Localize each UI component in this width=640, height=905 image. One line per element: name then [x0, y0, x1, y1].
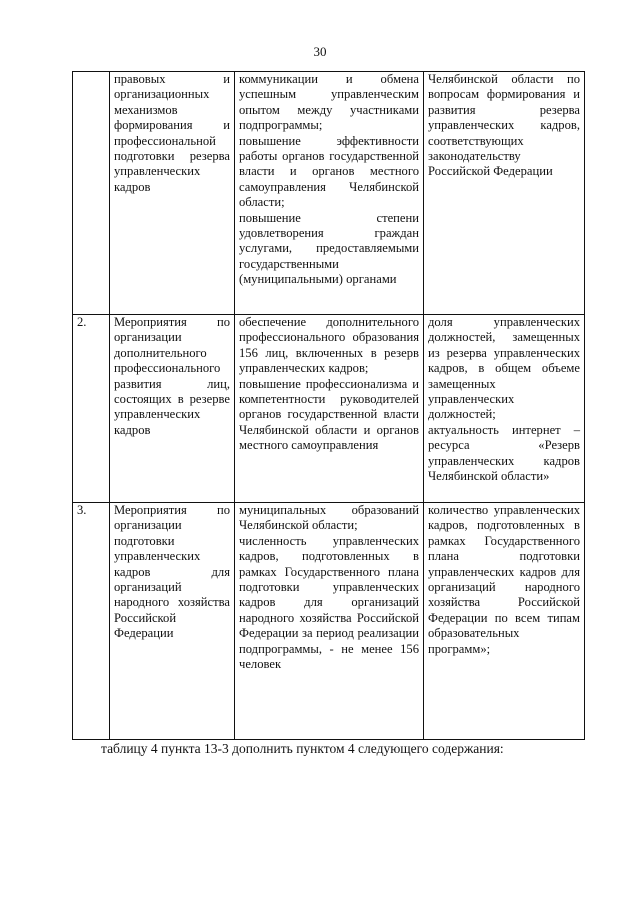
expected-result-cell: муниципальных образований Челябинской области; численность управленческих кадров, подготовленных в рамках Государственного плана подготовки управленческих кадров для организаций народного хозяйства Российской Федерации за период реализации подпрограммы, - не менее 156 человек: [235, 503, 424, 740]
activity-name-cell: Мероприятия по организации дополнительного профессионального развития лиц, состоящих в резерве управленческих кадров: [110, 315, 235, 503]
activity-name-cell: Мероприятия по организации подготовки управленческих кадров для организаций народного хозяйства Российской Федерации: [110, 503, 235, 740]
indicator-cell: доля управленческих должностей, замещенных из резерва управленческих кадров, в общем объеме замещенных управленческих должностей; актуальность интернет – ресурса «Резерв управленческих кадров Челябинской области»: [424, 315, 585, 503]
row-number-cell: 2.: [73, 315, 110, 503]
indicator-cell: Челябинской области по вопросам формирования и развития резерва управленческих кадров, соответствующих законодательству Российской Федерации: [424, 72, 585, 315]
table-row: [73, 72, 585, 315]
activities-table: [72, 71, 585, 740]
page-number: 30: [313, 44, 327, 59]
indicator-cell: количество управленческих кадров, подготовленных в рамках Государственного плана подготовки управленческих кадров для организаций народного хозяйства Российской Федерации по всем типам образовательных программ»;: [424, 503, 585, 740]
expected-result-cell: обеспечение дополнительного профессионального образования 156 лиц, включенных в резерв управленческих кадров; повышение профессионализма и компетентности руководителей органов государственной власти Челябинской области и органов местного самоуправления: [235, 315, 424, 503]
expected-result-cell: коммуникации и обмена успешным управленческим опытом между участниками подпрограммы; повышение эффективности работы органов государственной власти и органов местного самоуправления Челябинской области; повышение степени удовлетворения граждан услугами, предоставляемыми государственными (муниципальными) органами: [235, 72, 424, 315]
table-row: [73, 503, 585, 740]
row-number-cell: [73, 72, 110, 315]
row-number-cell: 3.: [73, 503, 110, 740]
activity-name-cell: правовых и организационных механизмов формирования и профессиональной подготовки резерва управленческих кадров: [110, 72, 235, 315]
amendment-text: таблицу 4 пункта 13-3 дополнить пунктом 4 следующего содержания:: [101, 741, 504, 756]
table-row: [73, 315, 585, 503]
